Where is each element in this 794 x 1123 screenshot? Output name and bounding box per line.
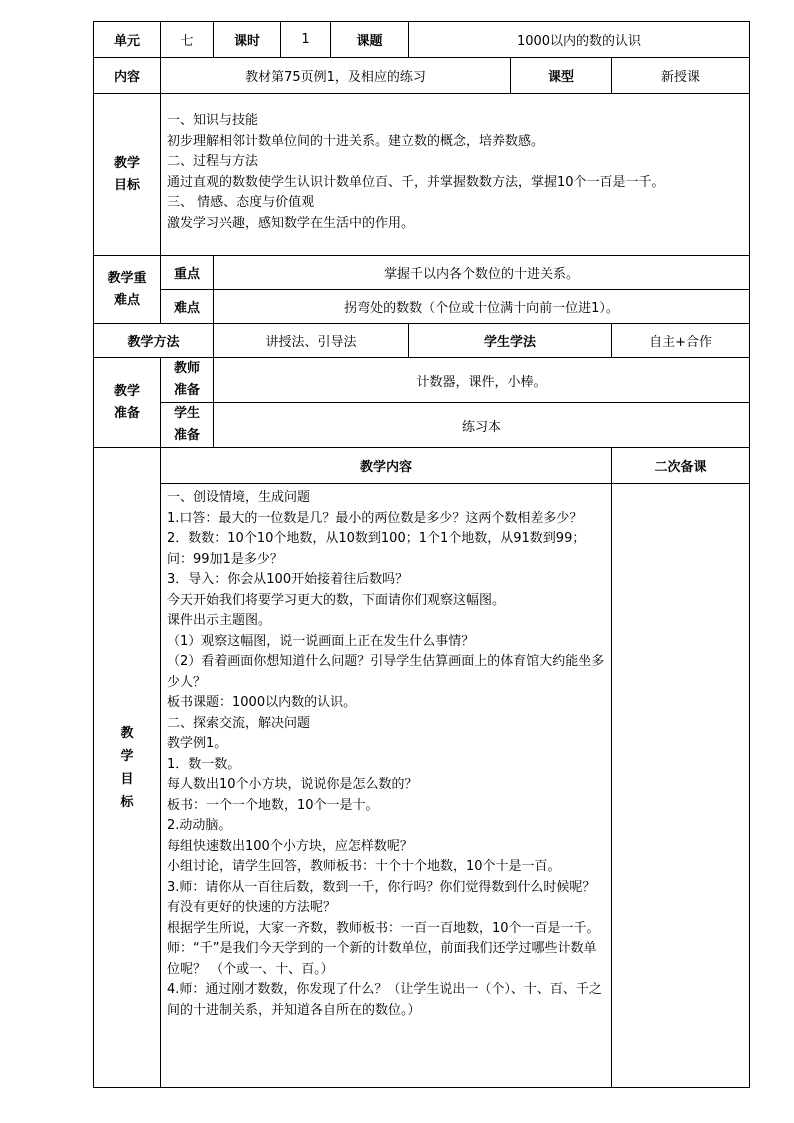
objective-line: 三、 情感、态度与价值观	[167, 195, 315, 210]
process-line: 2.动动脑。	[167, 818, 232, 833]
objective-line: 通过直观的数数使学生认识计数单位百、千，并掌握数数方法，掌握10个一百是一千。	[167, 174, 665, 190]
objective-line: 激发学习兴趣，感知数学在生活中的作用。	[167, 215, 415, 231]
objectives-content	[161, 94, 750, 256]
process-line: 师：“千”是我们今天学到的一个新的计数单位，前面我们还学过哪些计数单位呢？ （个或一、十、百。）	[167, 941, 597, 977]
lesson-type-label: 课型	[511, 58, 612, 94]
objectives-row	[94, 94, 750, 256]
difficulty-value: 拐弯处的数数（个位或十位满十向前一位进1）。	[214, 290, 750, 324]
student-prep-label	[161, 403, 214, 448]
difficulty-label: 难点	[161, 290, 214, 324]
student-prep-value: 练习本	[214, 403, 750, 448]
learning-method-value: 自主+合作	[612, 324, 750, 358]
methods-row	[94, 324, 750, 358]
process-line: 板书课题：1000以内数的认识。	[167, 695, 357, 710]
header-row	[94, 22, 750, 58]
teacher-prep-label	[161, 358, 214, 403]
key-points-label-text: 教学重难点	[107, 270, 147, 308]
topic-value: 1000以内的数的认识	[409, 22, 750, 58]
process-line: 课件出示主题图。	[167, 613, 272, 628]
process-line: 一、创设情境，生成问题	[167, 490, 311, 505]
teacher-prep-row	[94, 358, 750, 403]
process-content	[161, 484, 612, 1088]
process-line: 2．数数：10个10个地数，从10数到100；1个1个地数，从91数到99；	[167, 531, 586, 546]
process-line: 3．导入：你会从100开始接着往后数吗？	[167, 572, 409, 587]
teacher-prep-label-text: 教师准备	[173, 361, 200, 398]
process-line: 小组讨论，请学生回答，教师板书：十个十个地数，10个十是一百。	[167, 859, 561, 874]
process-line: 二、探索交流，解决问题	[167, 715, 311, 731]
process-line: 根据学生所说，大家一齐数，教师板书：一百一百地数，10个一百是一千。	[167, 920, 600, 936]
process-line: 板书：一个一个地数，10个一是十。	[167, 797, 379, 813]
secondary-prep-header: 二次备课	[612, 448, 750, 484]
process-body-row	[94, 484, 750, 1088]
process-line: 每人数出10个小方块，说说你是怎么数的？	[167, 777, 418, 792]
process-line: 今天开始我们将要学习更大的数，下面请你们观察这幅图。	[167, 592, 506, 608]
lesson-type-value: 新授课	[612, 58, 750, 94]
period-value: 1	[281, 22, 331, 58]
process-line: 1．数一数。	[167, 756, 241, 772]
content-label: 内容	[94, 58, 161, 94]
process-lines	[161, 484, 611, 1024]
lesson-plan-table	[93, 21, 750, 1088]
period-label: 课时	[214, 22, 281, 58]
teaching-method-value: 讲授法、引导法	[214, 324, 409, 358]
student-prep-row	[94, 403, 750, 448]
focus-value: 掌握千以内各个数位的十进关系。	[214, 256, 750, 290]
process-label	[94, 448, 161, 1088]
content-header: 教学内容	[161, 448, 612, 484]
focus-label: 重点	[161, 256, 214, 290]
process-line: 1.口答：最大的一位数是几？最小的两位数是多少？这两个数相差多少？	[167, 510, 583, 526]
topic-label: 课题	[331, 22, 409, 58]
teacher-prep-value: 计数器，课件，小棒。	[214, 358, 750, 403]
process-line: 问：99加1是多少？	[167, 551, 283, 567]
student-prep-label-text: 学生准备	[173, 406, 200, 443]
secondary-prep-area	[612, 484, 750, 1088]
process-line: （1）观察这幅图，说一说画面上正在发生什么事情？	[167, 633, 475, 649]
objective-line: 二、过程与方法	[167, 154, 259, 169]
learning-method-label: 学生学法	[409, 324, 612, 358]
process-line: 3.师：请你从一百往后数，数到一千，你行吗？你们觉得数到什么时候呢？有没有更好的快速的方法呢？	[167, 879, 596, 915]
process-line: 4.师：通过刚才数数，你发现了什么？（让学生说出一（个）、十、百、千之间的十进制关系，并知道各自所在的数位。）	[167, 982, 602, 1018]
process-label-text: 教学目标	[120, 725, 134, 810]
process-line: 每组快速数出100个小方块，应怎样数呢？	[167, 838, 413, 854]
objective-line: 初步理解相邻计数单位间的十进关系。建立数的概念，培养数感。	[167, 133, 545, 149]
process-line: 教学例1。	[167, 736, 228, 751]
focus-row	[94, 256, 750, 290]
unit-label: 单元	[94, 22, 161, 58]
teaching-method-label: 教学方法	[94, 324, 214, 358]
process-line: （2）看着画面你想知道什么问题？引导学生估算画面上的体育馆大约能坐多少人？	[167, 654, 605, 690]
content-value: 教材第75页例1，及相应的练习	[161, 58, 511, 94]
content-row	[94, 58, 750, 94]
objectives-lines	[161, 94, 749, 237]
objectives-label-text: 教学目标	[113, 155, 140, 193]
unit-value: 七	[161, 22, 214, 58]
preparation-label	[94, 358, 161, 448]
objective-line: 一、知识与技能	[167, 113, 259, 128]
difficulty-row	[94, 290, 750, 324]
key-points-label	[94, 256, 161, 324]
preparation-label-text: 教学准备	[113, 383, 140, 421]
process-header-row	[94, 448, 750, 484]
objectives-label	[94, 94, 161, 256]
